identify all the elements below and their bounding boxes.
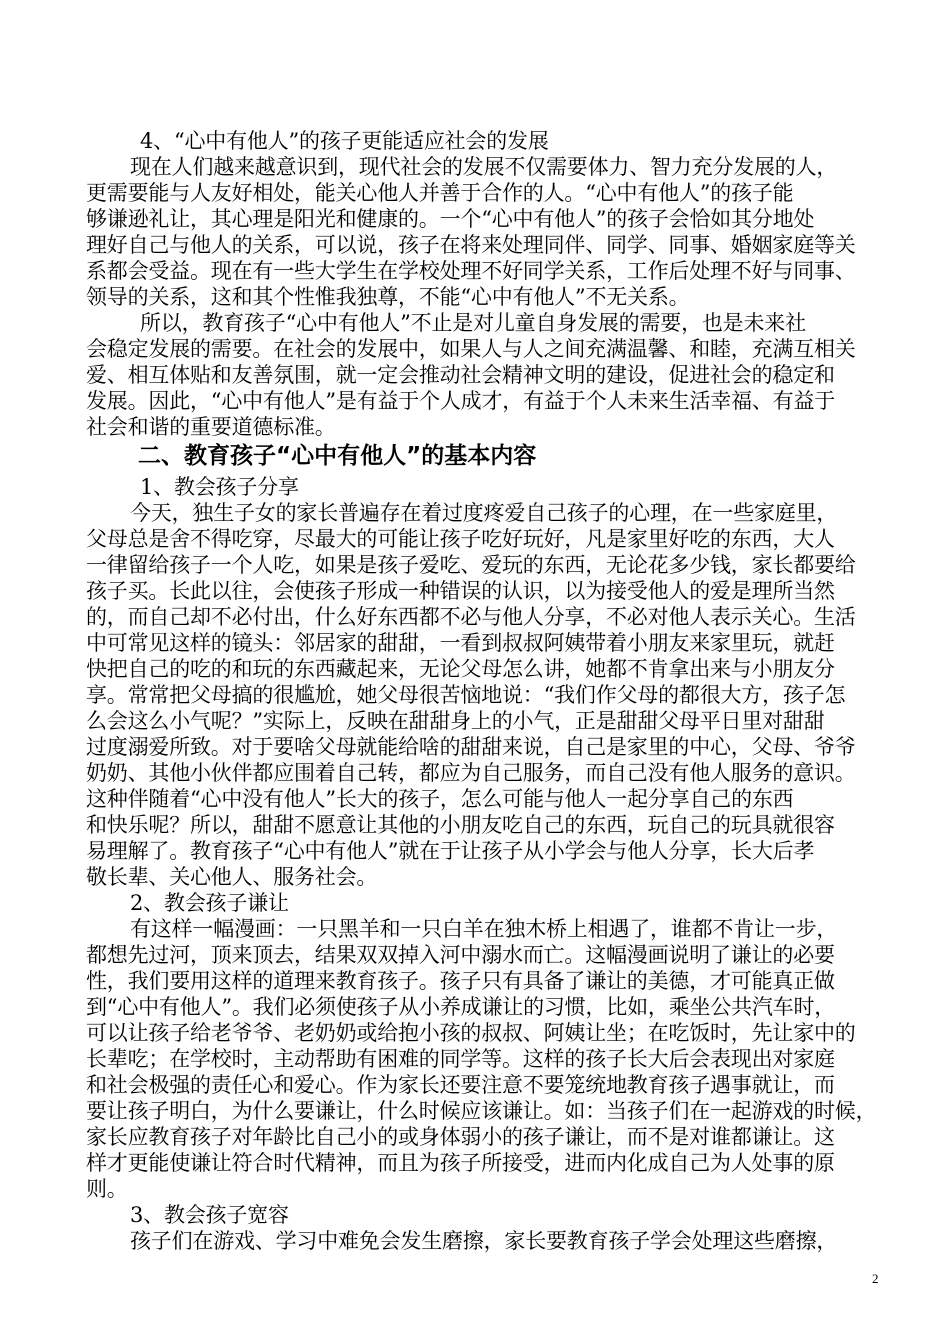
- paragraph-line: 过度溺爱所致。对于要啥父母就能给啥的甜甜来说，自己是家里的中心，父母、爷爷: [86, 735, 856, 759]
- paragraph-line: 现在人们越来越意识到，现代社会的发展不仅需要体力、智力充分发展的人，: [130, 155, 838, 179]
- paragraph-line: 系都会受益。现在有一些大学生在学校处理不好同学关系，工作后处理不好与同事、: [86, 259, 856, 283]
- paragraph-line: 享。常常把父母搞的很尴尬，她父母很苦恼地说：“我们作父母的都很大方，孩子怎: [86, 683, 846, 707]
- paragraph-line: 这种伴随着“心中没有他人”长大的孩子，怎么可能与他人一起分享自己的东西: [86, 787, 794, 811]
- paragraph-line: 孩子们在游戏、学习中难免会发生磨擦，家长要教育孩子学会处理这些磨擦，: [130, 1229, 838, 1253]
- paragraph-line: 爱、相互体贴和友善氛围，就一定会推动社会精神文明的建设，促进社会的稳定和: [86, 363, 835, 387]
- paragraph-line: 么会这么小气呢？”实际上，反映在甜甜身上的小气，正是甜甜父母平日里对甜甜: [86, 709, 825, 733]
- paragraph-line: 有这样一幅漫画：一只黑羊和一只白羊在独木桥上相遇了，谁都不肯让一步，: [130, 917, 838, 941]
- subsection-3-title: 3、教会孩子宽容: [130, 1203, 289, 1227]
- paragraph-line: 家长应教育孩子对年龄比自己小的或身体弱小的孩子谦让，而不是对谁都谦让。这: [86, 1125, 835, 1149]
- section-heading: 二、教育孩子“心中有他人”的基本内容: [138, 443, 537, 469]
- paragraph-line: 易理解了。教育孩子“心中有他人”就在于让孩子从小学会与他人分享，长大后孝: [86, 839, 815, 863]
- paragraph-line: 的，而自己却不必付出，什么好东西都不必与他人分享，不必对他人表示关心。生活: [86, 605, 856, 629]
- paragraph-line: 性，我们要用这样的道理来教育孩子。孩子只有具备了谦让的美德，才可能真正做: [86, 969, 835, 993]
- paragraph-line: 奶奶、其他小伙伴都应围着自己转，都应为自己服务，而自己没有他人服务的意识。: [86, 761, 856, 785]
- section-4-title: 4、“心中有他人”的孩子更能适应社会的发展: [140, 129, 549, 153]
- paragraph-line: 都想先过河，顶来顶去，结果双双掉入河中溺水而亡。这幅漫画说明了谦让的必要: [86, 943, 835, 967]
- subsection-2-title: 2、教会孩子谦让: [130, 891, 289, 915]
- paragraph-line: 父母总是舍不得吃穿，尽最大的可能让孩子吃好玩好，凡是家里好吃的东西，大人: [86, 527, 835, 551]
- paragraph-line: 敬长辈、关心他人、服务社会。: [86, 865, 378, 889]
- paragraph-line: 所以，教育孩子“心中有他人”不止是对儿童自身发展的需要，也是未来社: [140, 311, 806, 335]
- subsection-1-title: 1、教会孩子分享: [140, 475, 299, 499]
- paragraph-line: 中可常见这样的镜头：邻居家的甜甜，一看到叔叔阿姨带着小朋友来家里玩，就赶: [86, 631, 835, 655]
- paragraph-line: 孩子买。长此以往，会使孩子形成一种错误的认识，以为接受他人的爱是理所当然: [86, 579, 835, 603]
- paragraph-line: 和社会极强的责任心和爱心。作为家长还要注意不要笼统地教育孩子遇事就让，而: [86, 1073, 835, 1097]
- paragraph-line: 要让孩子明白，为什么要谦让，什么时候应该谦让。如：当孩子们在一起游戏的时候，: [86, 1099, 877, 1123]
- paragraph-line: 则。: [86, 1177, 128, 1201]
- paragraph-line: 长辈吃；在学校时，主动帮助有困难的同学等。这样的孩子长大后会表现出对家庭: [86, 1047, 835, 1071]
- paragraph-line: 发展。因此，“心中有他人”是有益于个人成才，有益于个人未来生活幸福、有益于: [86, 389, 836, 413]
- paragraph-line: 一律留给孩子一个人吃，如果是孩子爱吃、爱玩的东西，无论花多少钱，家长都要给: [86, 553, 856, 577]
- paragraph-line: 快把自己的吃的和玩的东西藏起来，无论父母怎么讲，她都不肯拿出来与小朋友分: [86, 657, 835, 681]
- page-number: 2: [872, 1271, 879, 1286]
- paragraph-line: 更需要能与人友好相处，能关心他人并善于合作的人。“心中有他人”的孩子能: [86, 181, 794, 205]
- paragraph-line: 和快乐呢？所以，甜甜不愿意让其他的小朋友吃自己的东西，玩自己的玩具就很容: [86, 813, 835, 837]
- paragraph-line: 样才更能使谦让符合时代精神，而且为孩子所接受，进而内化成自己为人处事的原: [86, 1151, 835, 1175]
- paragraph-line: 会稳定发展的需要。在社会的发展中，如果人与人之间充满温馨、和睦，充满互相关: [86, 337, 856, 361]
- paragraph-line: 今天，独生子女的家长普遍存在着过度疼爱自己孩子的心理，在一些家庭里，: [130, 501, 838, 525]
- paragraph-line: 社会和谐的重要道德标准。: [86, 415, 336, 439]
- paragraph-line: 够谦逊礼让，其心理是阳光和健康的。一个“心中有他人”的孩子会恰如其分地处: [86, 207, 815, 231]
- paragraph-line: 到“心中有他人”。我们必须使孩子从小养成谦让的习惯，比如，乘坐公共汽车时，: [86, 995, 836, 1019]
- paragraph-line: 理好自己与他人的关系，可以说，孩子在将来处理同伴、同学、同事、婚姻家庭等关: [86, 233, 856, 257]
- paragraph-line: 可以让孩子给老爷爷、老奶奶或给抱小孩的叔叔、阿姨让坐；在吃饭时，先让家中的: [86, 1021, 856, 1045]
- paragraph-line: 领导的关系，这和其个性惟我独尊，不能“心中有他人”不无关系。: [86, 285, 690, 309]
